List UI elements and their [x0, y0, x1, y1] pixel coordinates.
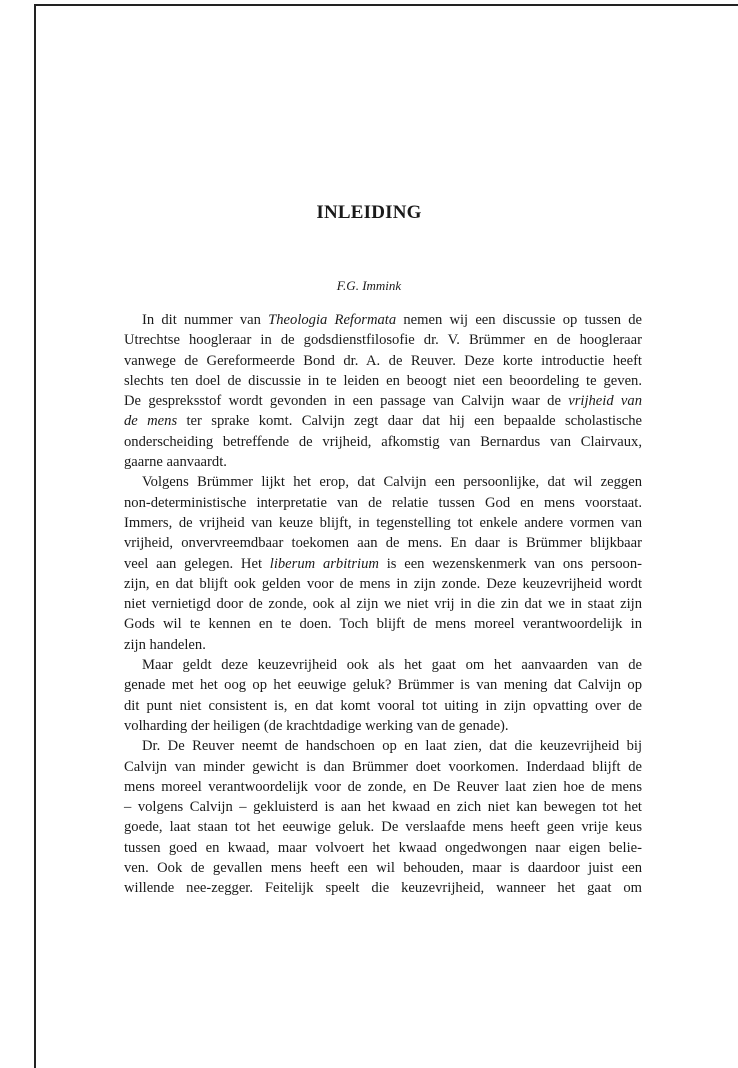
text-line: volharding der heiligen (de krachtdadige werking van de genade). [124, 717, 509, 734]
text-line: De gespreksstof wordt gevonden in een passage van Calvijn waar de vrijheid van [124, 393, 642, 410]
text-line: vanwege de Gereformeerde Bond dr. A. de Reuver. Deze korte introductie heeft [124, 352, 642, 369]
text-line: onderscheiding betreffende de vrijheid, afkomstig van Bernardus van Clairvaux, [124, 433, 642, 450]
text-line: zijn handelen. [124, 636, 206, 653]
text-line: zijn, en dat blijft ook gelden voor de mens in zijn zonde. Deze keuzevrijheid wordt [124, 575, 642, 592]
text-line: Utrechtse hoogleraar in de godsdienstfilosofie dr. V. Brümmer en de hoogleraar [124, 332, 642, 349]
page-edge-top [34, 4, 738, 6]
text-line: non-deterministische interpretatie van de relatie tussen God en mens voorstaat. [124, 494, 642, 511]
text-line: mens moreel verantwoordelijk voor de zonde, en De Reuver laat zien hoe de mens [124, 778, 642, 795]
text-line: – volgens Calvijn – gekluisterd is aan het kwaad en zich niet kan bewegen tot het [124, 799, 642, 816]
text-line: Dr. De Reuver neemt de handschoen op en laat zien, dat die keuzevrijheid bij [142, 738, 642, 755]
page-edge-left [34, 4, 36, 1068]
text-line: slechts ten doel de discussie in te leiden en beoogt niet een beoordeling te geven. [124, 372, 642, 389]
text-line: niet vernietigd door de zonde, ook al zijn we niet vrij in die zin dat we in staat zijn [124, 596, 642, 613]
text-line: gaarne aanvaardt. [124, 454, 227, 471]
text-line: goede, laat staan tot het eeuwige geluk. De verslaafde mens heeft geen vrije keus [124, 819, 642, 836]
paragraph [124, 736, 642, 898]
text-line: veel aan gelegen. Het liberum arbitrium is een wezenskenmerk van ons persoon- [124, 555, 643, 572]
text-line: Gods wil te kennen en te doen. Toch blijft de mens moreel verantwoordelijk in [124, 616, 642, 633]
text-line: tussen goed en kwaad, maar volvoert het kwaad ongedwongen naar eigen belie- [124, 839, 642, 856]
text-line: Volgens Brümmer lijkt het erop, dat Calvijn een persoonlijke, dat wil zeggen [142, 474, 642, 491]
body-text [124, 310, 642, 899]
text-line: willende nee-zegger. Feitelijk speelt die keuzevrijheid, wanneer het gaat om [124, 880, 642, 897]
text-line: genade met het oog op het eeuwige geluk? Brümmer is van mening dat Calvijn op [124, 677, 642, 694]
text-line: Immers, de vrijheid van keuze blijft, in tegenstelling tot enkele andere vormen van [124, 514, 642, 531]
page-title: INLEIDING [316, 202, 422, 223]
paragraph [124, 655, 642, 736]
text-line: ven. Ook de gevallen mens heeft een wil behouden, maar is daardoor juist een [124, 860, 642, 877]
author-name: F.G. Immink [336, 278, 402, 293]
text-line: In dit nummer van Theologia Reformata nemen wij een discussie op tussen de [142, 312, 642, 328]
text-line: Calvijn van minder gewicht is dan Brümmer doet voorkomen. Inderdaad blijft de [124, 758, 642, 775]
text-line: de mens ter sprake komt. Calvijn zegt daar dat hij een bepaalde scholastische [124, 413, 642, 430]
paragraph [124, 472, 642, 655]
text-line: vrijheid, onvervreemdbaar toekomen aan de mens. En daar is Brümmer blijkbaar [124, 535, 642, 552]
text-line: Maar geldt deze keuzevrijheid ook als het gaat om het aanvaarden van de [142, 657, 642, 674]
text-line: dit punt niet consistent is, en dat komt vooral tot uiting in zijn opvatting over de [124, 697, 642, 714]
paragraph [124, 310, 642, 472]
